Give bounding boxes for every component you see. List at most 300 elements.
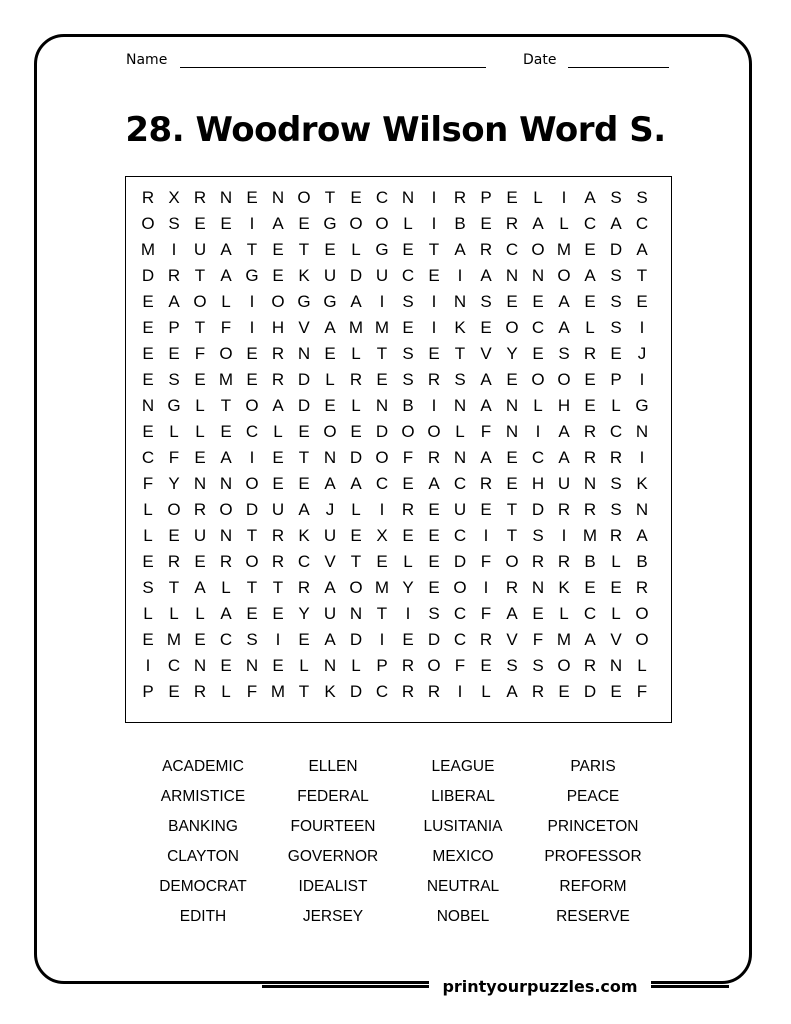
grid-letter[interactable]: C	[167, 656, 181, 675]
grid-letter[interactable]: G	[375, 240, 389, 259]
grid-letter[interactable]: K	[298, 526, 310, 545]
grid-letter[interactable]: T	[246, 240, 258, 259]
grid-letter[interactable]: C	[375, 188, 389, 207]
grid-letter[interactable]: T	[246, 526, 258, 545]
grid-letter[interactable]: C	[453, 474, 467, 493]
grid-letter[interactable]: I	[535, 422, 541, 441]
grid-letter[interactable]: A	[220, 448, 232, 467]
grid-letter[interactable]: T	[428, 240, 440, 259]
grid-letter[interactable]: A	[584, 630, 596, 649]
grid-letter[interactable]: L	[195, 604, 205, 623]
grid-letter[interactable]: E	[350, 526, 362, 545]
grid-letter[interactable]: S	[558, 344, 570, 363]
grid-letter[interactable]: A	[324, 578, 336, 597]
grid-letter[interactable]: I	[275, 630, 281, 649]
grid-letter[interactable]: N	[323, 448, 337, 467]
grid-letter[interactable]: E	[246, 188, 258, 207]
grid-letter[interactable]: P	[480, 188, 492, 207]
grid-letter[interactable]: R	[349, 370, 363, 389]
grid-letter[interactable]: A	[194, 578, 206, 597]
grid-letter[interactable]: L	[637, 656, 647, 675]
grid-letter[interactable]: A	[324, 474, 336, 493]
grid-letter[interactable]: L	[351, 656, 361, 675]
grid-letter[interactable]: N	[271, 188, 285, 207]
grid-letter[interactable]: D	[349, 448, 363, 467]
grid-letter[interactable]: R	[271, 344, 285, 363]
grid-letter[interactable]: O	[271, 292, 285, 311]
grid-letter[interactable]: R	[609, 526, 623, 545]
grid-letter[interactable]: L	[455, 422, 465, 441]
grid-letter[interactable]: L	[403, 552, 413, 571]
grid-letter[interactable]: U	[271, 500, 285, 519]
grid-letter[interactable]: A	[506, 682, 518, 701]
grid-letter[interactable]: E	[532, 344, 544, 363]
grid-letter[interactable]: A	[298, 500, 310, 519]
grid-letter[interactable]: N	[375, 396, 389, 415]
grid-letter[interactable]: L	[611, 396, 621, 415]
grid-letter[interactable]: L	[169, 422, 179, 441]
grid-letter[interactable]: P	[142, 682, 154, 701]
grid-letter[interactable]: U	[193, 240, 207, 259]
grid-letter[interactable]: A	[636, 240, 648, 259]
grid-letter[interactable]: F	[246, 682, 258, 701]
grid-letter[interactable]: O	[557, 266, 571, 285]
grid-letter[interactable]: L	[611, 552, 621, 571]
grid-letter[interactable]: M	[374, 318, 390, 337]
grid-letter[interactable]: A	[168, 292, 180, 311]
grid-letter[interactable]: V	[506, 630, 518, 649]
grid-letter[interactable]: T	[220, 396, 232, 415]
grid-letter[interactable]: A	[584, 266, 596, 285]
grid-letter[interactable]: T	[168, 578, 180, 597]
grid-letter[interactable]: U	[323, 604, 337, 623]
grid-letter[interactable]: S	[610, 474, 622, 493]
grid-letter[interactable]: E	[584, 396, 596, 415]
grid-letter[interactable]: F	[168, 448, 180, 467]
grid-letter[interactable]: S	[636, 188, 648, 207]
grid-letter[interactable]: T	[194, 318, 206, 337]
grid-letter[interactable]: C	[583, 604, 597, 623]
grid-letter[interactable]: N	[505, 266, 519, 285]
grid-letter[interactable]: C	[453, 526, 467, 545]
grid-letter[interactable]: R	[609, 448, 623, 467]
grid-letter[interactable]: M	[556, 240, 572, 259]
grid-letter[interactable]: A	[454, 240, 466, 259]
grid-letter[interactable]: R	[583, 500, 597, 519]
grid-letter[interactable]: N	[609, 656, 623, 675]
grid-letter[interactable]: F	[454, 656, 466, 675]
grid-letter[interactable]: E	[272, 266, 284, 285]
grid-letter[interactable]: R	[271, 552, 285, 571]
grid-letter[interactable]: U	[323, 526, 337, 545]
grid-letter[interactable]: I	[145, 656, 151, 675]
date-field-line[interactable]	[568, 67, 669, 68]
grid-letter[interactable]: E	[220, 656, 232, 675]
grid-letter[interactable]: R	[635, 578, 649, 597]
grid-letter[interactable]: R	[167, 552, 181, 571]
grid-letter[interactable]: L	[325, 370, 335, 389]
grid-letter[interactable]: O	[167, 500, 181, 519]
grid-letter[interactable]: N	[193, 474, 207, 493]
grid-letter[interactable]: A	[220, 240, 232, 259]
grid-letter[interactable]: S	[610, 266, 622, 285]
grid-letter[interactable]: E	[506, 188, 518, 207]
grid-letter[interactable]: O	[635, 630, 649, 649]
grid-letter[interactable]: E	[142, 318, 154, 337]
grid-letter[interactable]: H	[557, 396, 571, 415]
grid-letter[interactable]: O	[427, 422, 441, 441]
grid-letter[interactable]: R	[401, 656, 415, 675]
grid-letter[interactable]: K	[636, 474, 648, 493]
grid-letter[interactable]: N	[297, 344, 311, 363]
grid-letter[interactable]: B	[584, 552, 596, 571]
grid-letter[interactable]: K	[454, 318, 466, 337]
grid-letter[interactable]: I	[431, 214, 437, 233]
grid-letter[interactable]: A	[220, 604, 232, 623]
grid-letter[interactable]: L	[299, 656, 309, 675]
grid-letter[interactable]: Y	[168, 474, 180, 493]
grid-letter[interactable]: R	[479, 630, 493, 649]
grid-letter[interactable]: E	[428, 552, 440, 571]
grid-letter[interactable]: E	[506, 448, 518, 467]
grid-letter[interactable]: M	[140, 240, 156, 259]
grid-letter[interactable]: A	[558, 448, 570, 467]
grid-letter[interactable]: A	[324, 630, 336, 649]
grid-letter[interactable]: O	[505, 552, 519, 571]
grid-letter[interactable]: N	[219, 188, 233, 207]
grid-letter[interactable]: O	[453, 578, 467, 597]
grid-letter[interactable]: U	[375, 266, 389, 285]
grid-letter[interactable]: I	[431, 188, 437, 207]
grid-letter[interactable]: R	[401, 500, 415, 519]
grid-letter[interactable]: E	[506, 292, 518, 311]
grid-letter[interactable]: E	[142, 370, 154, 389]
grid-letter[interactable]: S	[402, 292, 414, 311]
grid-letter[interactable]: E	[272, 240, 284, 259]
grid-letter[interactable]: G	[167, 396, 181, 415]
grid-letter[interactable]: E	[428, 578, 440, 597]
grid-letter[interactable]: S	[610, 292, 622, 311]
grid-letter[interactable]: O	[427, 656, 441, 675]
grid-letter[interactable]: U	[193, 526, 207, 545]
grid-letter[interactable]: E	[506, 474, 518, 493]
grid-letter[interactable]: A	[558, 292, 570, 311]
grid-letter[interactable]: T	[506, 500, 518, 519]
grid-letter[interactable]: S	[402, 370, 414, 389]
grid-letter[interactable]: R	[531, 682, 545, 701]
grid-letter[interactable]: R	[297, 578, 311, 597]
grid-letter[interactable]: S	[168, 370, 180, 389]
grid-letter[interactable]: E	[272, 474, 284, 493]
grid-letter[interactable]: I	[639, 448, 645, 467]
grid-letter[interactable]: F	[480, 552, 492, 571]
grid-letter[interactable]: I	[561, 526, 567, 545]
grid-letter[interactable]: A	[506, 604, 518, 623]
grid-letter[interactable]: I	[249, 318, 255, 337]
grid-letter[interactable]: T	[506, 526, 518, 545]
grid-letter[interactable]: Y	[298, 604, 310, 623]
grid-letter[interactable]: N	[453, 448, 467, 467]
grid-letter[interactable]: T	[636, 266, 648, 285]
grid-letter[interactable]: E	[194, 214, 206, 233]
grid-letter[interactable]: E	[402, 240, 414, 259]
grid-letter[interactable]: A	[324, 318, 336, 337]
grid-letter[interactable]: V	[610, 630, 622, 649]
grid-letter[interactable]: D	[349, 630, 363, 649]
grid-letter[interactable]: T	[194, 266, 206, 285]
grid-letter[interactable]: I	[249, 448, 255, 467]
grid-letter[interactable]: A	[480, 396, 492, 415]
grid-letter[interactable]: V	[298, 318, 310, 337]
grid-letter[interactable]: E	[610, 682, 622, 701]
grid-letter[interactable]: E	[610, 344, 622, 363]
grid-letter[interactable]: N	[505, 396, 519, 415]
grid-letter[interactable]: P	[610, 370, 622, 389]
grid-letter[interactable]: R	[583, 422, 597, 441]
grid-letter[interactable]: E	[246, 344, 258, 363]
grid-letter[interactable]: U	[453, 500, 467, 519]
grid-letter[interactable]: A	[636, 526, 648, 545]
grid-letter[interactable]: R	[505, 578, 519, 597]
grid-letter[interactable]: E	[584, 370, 596, 389]
grid-letter[interactable]: E	[584, 578, 596, 597]
grid-letter[interactable]: L	[559, 214, 569, 233]
grid-letter[interactable]: N	[453, 396, 467, 415]
grid-letter[interactable]: O	[141, 214, 155, 233]
grid-letter[interactable]: E	[246, 370, 258, 389]
grid-letter[interactable]: E	[220, 422, 232, 441]
grid-letter[interactable]: R	[583, 344, 597, 363]
grid-letter[interactable]: E	[220, 214, 232, 233]
grid-letter[interactable]: E	[298, 422, 310, 441]
grid-letter[interactable]: N	[219, 474, 233, 493]
grid-letter[interactable]: E	[298, 630, 310, 649]
grid-letter[interactable]: S	[532, 526, 544, 545]
grid-letter[interactable]: O	[245, 396, 259, 415]
grid-letter[interactable]: S	[142, 578, 154, 597]
grid-letter[interactable]: R	[479, 240, 493, 259]
grid-letter[interactable]: O	[557, 656, 571, 675]
grid-letter[interactable]: L	[195, 396, 205, 415]
grid-letter[interactable]: U	[557, 474, 571, 493]
grid-letter[interactable]: K	[558, 578, 570, 597]
grid-letter[interactable]: M	[218, 370, 234, 389]
grid-letter[interactable]: E	[142, 292, 154, 311]
grid-letter[interactable]: E	[402, 318, 414, 337]
grid-letter[interactable]: D	[583, 682, 597, 701]
grid-letter[interactable]: S	[532, 656, 544, 675]
grid-letter[interactable]: E	[350, 188, 362, 207]
grid-letter[interactable]: N	[635, 500, 649, 519]
grid-letter[interactable]: S	[454, 370, 466, 389]
grid-letter[interactable]: N	[219, 526, 233, 545]
grid-letter[interactable]: F	[480, 604, 492, 623]
grid-letter[interactable]: E	[142, 422, 154, 441]
grid-letter[interactable]: L	[533, 188, 543, 207]
grid-letter[interactable]: R	[219, 552, 233, 571]
grid-letter[interactable]: R	[401, 682, 415, 701]
grid-letter[interactable]: L	[351, 240, 361, 259]
grid-letter[interactable]: C	[297, 552, 311, 571]
grid-letter[interactable]: Y	[402, 578, 414, 597]
grid-letter[interactable]: O	[401, 422, 415, 441]
grid-letter[interactable]: T	[376, 604, 388, 623]
grid-letter[interactable]: E	[480, 500, 492, 519]
grid-letter[interactable]: N	[245, 656, 259, 675]
grid-letter[interactable]: T	[324, 188, 336, 207]
grid-letter[interactable]: C	[635, 214, 649, 233]
grid-letter[interactable]: L	[221, 292, 231, 311]
grid-letter[interactable]: E	[376, 552, 388, 571]
grid-letter[interactable]: L	[533, 396, 543, 415]
grid-letter[interactable]: E	[298, 474, 310, 493]
grid-letter[interactable]: C	[531, 448, 545, 467]
grid-letter[interactable]: S	[610, 318, 622, 337]
grid-letter[interactable]: I	[379, 500, 385, 519]
grid-letter[interactable]: I	[431, 396, 437, 415]
grid-letter[interactable]: E	[324, 344, 336, 363]
grid-letter[interactable]: D	[349, 682, 363, 701]
grid-letter[interactable]: D	[453, 552, 467, 571]
grid-letter[interactable]: O	[297, 188, 311, 207]
grid-letter[interactable]: E	[532, 604, 544, 623]
grid-letter[interactable]: O	[557, 370, 571, 389]
grid-letter[interactable]: E	[194, 552, 206, 571]
grid-letter[interactable]: A	[532, 214, 544, 233]
grid-letter[interactable]: A	[480, 370, 492, 389]
grid-letter[interactable]: G	[635, 396, 649, 415]
grid-letter[interactable]: E	[480, 656, 492, 675]
grid-letter[interactable]: N	[323, 656, 337, 675]
grid-letter[interactable]: E	[272, 604, 284, 623]
grid-letter[interactable]: A	[272, 214, 284, 233]
grid-letter[interactable]: L	[273, 422, 283, 441]
grid-letter[interactable]: C	[609, 422, 623, 441]
grid-letter[interactable]: E	[194, 448, 206, 467]
grid-letter[interactable]: B	[636, 552, 648, 571]
grid-letter[interactable]: I	[483, 578, 489, 597]
grid-letter[interactable]: N	[349, 604, 363, 623]
grid-letter[interactable]: L	[143, 604, 153, 623]
grid-letter[interactable]: R	[193, 682, 207, 701]
grid-letter[interactable]: Y	[506, 344, 518, 363]
grid-letter[interactable]: T	[272, 578, 284, 597]
grid-letter[interactable]: R	[167, 266, 181, 285]
grid-letter[interactable]: R	[193, 500, 207, 519]
grid-letter[interactable]: E	[194, 630, 206, 649]
grid-letter[interactable]: L	[481, 682, 491, 701]
grid-letter[interactable]: E	[402, 526, 414, 545]
grid-letter[interactable]: A	[428, 474, 440, 493]
grid-letter[interactable]: L	[143, 526, 153, 545]
grid-letter[interactable]: L	[221, 682, 231, 701]
grid-letter[interactable]: D	[531, 500, 545, 519]
grid-letter[interactable]: O	[375, 214, 389, 233]
grid-letter[interactable]: E	[350, 422, 362, 441]
grid-letter[interactable]: P	[376, 656, 388, 675]
grid-letter[interactable]: E	[246, 604, 258, 623]
grid-letter[interactable]: R	[505, 214, 519, 233]
grid-letter[interactable]: A	[558, 422, 570, 441]
grid-letter[interactable]: M	[582, 526, 598, 545]
grid-letter[interactable]: N	[141, 396, 155, 415]
grid-letter[interactable]: O	[531, 370, 545, 389]
grid-letter[interactable]: N	[583, 474, 597, 493]
grid-letter[interactable]: T	[298, 682, 310, 701]
grid-letter[interactable]: A	[350, 474, 362, 493]
grid-letter[interactable]: S	[610, 188, 622, 207]
grid-letter[interactable]: I	[379, 630, 385, 649]
grid-letter[interactable]: C	[401, 266, 415, 285]
grid-letter[interactable]: T	[350, 552, 362, 571]
grid-letter[interactable]: N	[453, 292, 467, 311]
grid-letter[interactable]: R	[141, 188, 155, 207]
grid-letter[interactable]: E	[142, 344, 154, 363]
grid-letter[interactable]: S	[610, 500, 622, 519]
grid-letter[interactable]: F	[142, 474, 154, 493]
grid-letter[interactable]: M	[348, 318, 364, 337]
grid-letter[interactable]: O	[505, 318, 519, 337]
grid-letter[interactable]: R	[427, 448, 441, 467]
grid-letter[interactable]: B	[402, 396, 414, 415]
grid-letter[interactable]: A	[480, 448, 492, 467]
grid-letter[interactable]: C	[453, 604, 467, 623]
grid-letter[interactable]: S	[168, 214, 180, 233]
grid-letter[interactable]: N	[531, 266, 545, 285]
grid-letter[interactable]: E	[376, 370, 388, 389]
grid-letter[interactable]: F	[480, 422, 492, 441]
grid-letter[interactable]: E	[272, 656, 284, 675]
grid-letter[interactable]: S	[480, 292, 492, 311]
grid-letter[interactable]: O	[349, 214, 363, 233]
grid-letter[interactable]: E	[168, 344, 180, 363]
grid-letter[interactable]: N	[505, 422, 519, 441]
grid-letter[interactable]: R	[557, 500, 571, 519]
grid-letter[interactable]: I	[483, 526, 489, 545]
grid-letter[interactable]: C	[453, 630, 467, 649]
grid-letter[interactable]: E	[506, 370, 518, 389]
grid-letter[interactable]: L	[559, 604, 569, 623]
grid-letter[interactable]: T	[454, 344, 466, 363]
grid-letter[interactable]: N	[635, 422, 649, 441]
grid-letter[interactable]: R	[531, 552, 545, 571]
grid-letter[interactable]: I	[561, 188, 567, 207]
grid-letter[interactable]: R	[479, 474, 493, 493]
grid-letter[interactable]: I	[171, 240, 177, 259]
grid-letter[interactable]: D	[427, 630, 441, 649]
grid-letter[interactable]: C	[219, 630, 233, 649]
grid-letter[interactable]: A	[558, 318, 570, 337]
grid-letter[interactable]: L	[351, 344, 361, 363]
grid-letter[interactable]: D	[297, 396, 311, 415]
grid-letter[interactable]: I	[249, 214, 255, 233]
grid-letter[interactable]: L	[611, 604, 621, 623]
grid-letter[interactable]: E	[168, 526, 180, 545]
grid-letter[interactable]: F	[402, 448, 414, 467]
grid-letter[interactable]: E	[428, 344, 440, 363]
grid-letter[interactable]: L	[403, 214, 413, 233]
grid-letter[interactable]: A	[610, 214, 622, 233]
grid-letter[interactable]: B	[454, 214, 466, 233]
grid-letter[interactable]: J	[325, 500, 335, 519]
grid-letter[interactable]: H	[271, 318, 285, 337]
grid-letter[interactable]: R	[271, 370, 285, 389]
grid-letter[interactable]: R	[583, 656, 597, 675]
grid-letter[interactable]: C	[141, 448, 155, 467]
grid-letter[interactable]: K	[324, 682, 336, 701]
grid-letter[interactable]: E	[168, 682, 180, 701]
grid-letter[interactable]: O	[375, 448, 389, 467]
